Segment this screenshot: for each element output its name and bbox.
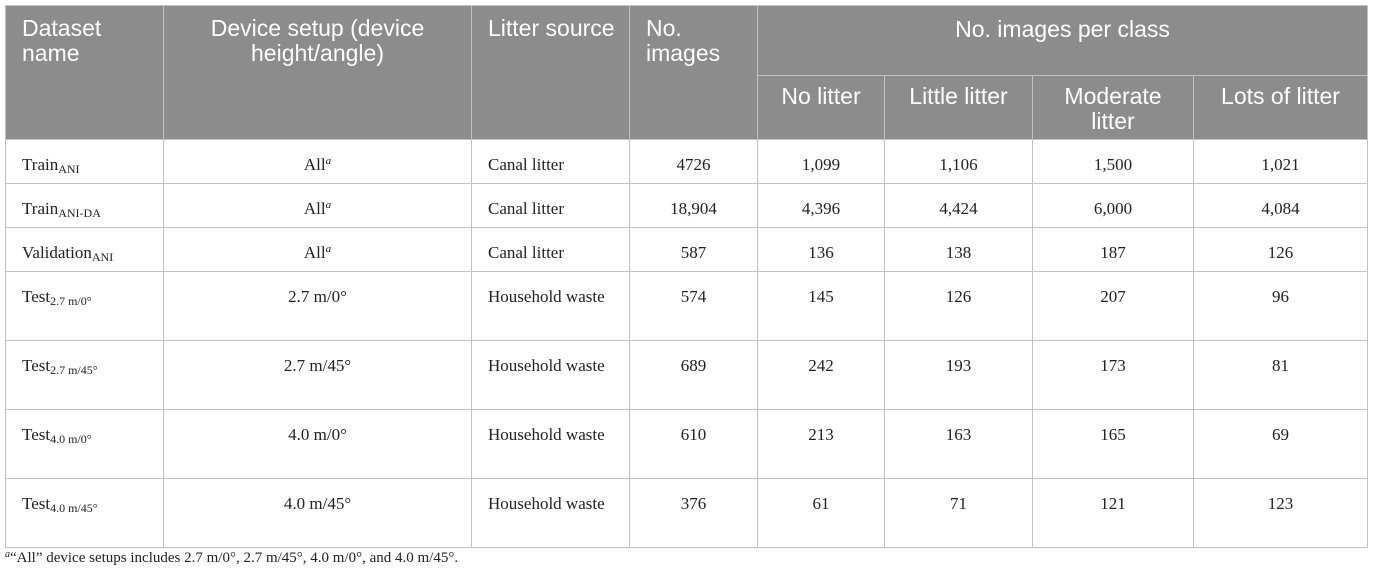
little-litter-cell: 126 [885, 272, 1033, 341]
device-setup-cell: 4.0 m/0° [164, 410, 472, 479]
little-litter-cell: 71 [885, 479, 1033, 548]
dataset-name-cell: Test$_{4.0 m/0^\circ}$ [6, 410, 164, 479]
no-litter-cell: 145 [758, 272, 885, 341]
no-images-cell: 18,904 [630, 184, 758, 228]
header-litter-source: Litter source [472, 6, 630, 140]
litter-source-cell: Canal litter [472, 184, 630, 228]
table-row [6, 184, 1368, 228]
dataset-name-cell: Train$_{ANI-DA}$ [6, 184, 164, 228]
no-litter-cell: 61 [758, 479, 885, 548]
litter-source-cell: Household waste [472, 410, 630, 479]
litter-source-cell: Canal litter [472, 228, 630, 272]
header-no-litter: No litter [758, 76, 885, 140]
table-row [6, 410, 1368, 479]
header-lots-of-litter: Lots of litter [1194, 76, 1368, 140]
no-images-cell: 376 [630, 479, 758, 548]
no-litter-cell: 1,099 [758, 140, 885, 184]
litter-source-cell: Canal litter [472, 140, 630, 184]
little-litter-cell: 193 [885, 341, 1033, 410]
header-little-litter: Little litter [885, 76, 1033, 140]
moderate-litter-cell: 187 [1033, 228, 1194, 272]
table-row [6, 272, 1368, 341]
litter-source-cell: Household waste [472, 341, 630, 410]
dataset-name-cell: Test$_{4.0 m/45^\circ}$ [6, 479, 164, 548]
header-device-setup: Device setup (device height/angle) [164, 6, 472, 140]
dataset-name-cell: Test$_{2.7 m/0^\circ}$ [6, 272, 164, 341]
little-litter-cell: 4,424 [885, 184, 1033, 228]
lots-of-litter-cell: 1,021 [1194, 140, 1368, 184]
moderate-litter-cell: 6,000 [1033, 184, 1194, 228]
header-moderate-litter: Moderate litter [1033, 76, 1194, 140]
moderate-litter-cell: 165 [1033, 410, 1194, 479]
lots-of-litter-cell: 81 [1194, 341, 1368, 410]
lots-of-litter-cell: 126 [1194, 228, 1368, 272]
dataset-name-cell: Train$_{ANI}$ [6, 140, 164, 184]
device-setup-cell: 4.0 m/45° [164, 479, 472, 548]
no-images-cell: 4726 [630, 140, 758, 184]
no-litter-cell: 242 [758, 341, 885, 410]
no-litter-cell: 136 [758, 228, 885, 272]
table-row [6, 341, 1368, 410]
header-images-per-class: No. images per class [758, 6, 1368, 76]
no-images-cell: 587 [630, 228, 758, 272]
device-setup-cell: All$^a$ [164, 140, 472, 184]
no-images-cell: 610 [630, 410, 758, 479]
footnote-marker: a [5, 549, 10, 560]
little-litter-cell: 1,106 [885, 140, 1033, 184]
moderate-litter-cell: 173 [1033, 341, 1194, 410]
table-row [6, 479, 1368, 548]
lots-of-litter-cell: 96 [1194, 272, 1368, 341]
moderate-litter-cell: 207 [1033, 272, 1194, 341]
device-setup-cell: 2.7 m/0° [164, 272, 472, 341]
header-no-images: No. images [630, 6, 758, 140]
device-setup-cell: All$^a$ [164, 184, 472, 228]
lots-of-litter-cell: 69 [1194, 410, 1368, 479]
no-images-cell: 574 [630, 272, 758, 341]
little-litter-cell: 163 [885, 410, 1033, 479]
table-footnote [5, 550, 458, 567]
table-row [6, 228, 1368, 272]
device-setup-cell: 2.7 m/45° [164, 341, 472, 410]
litter-source-cell: Household waste [472, 479, 630, 548]
litter-source-cell: Household waste [472, 272, 630, 341]
device-setup-cell: All$^a$ [164, 228, 472, 272]
footnote-text: “All” device setups includes 2.7 m/0°, 2.7 m/45°, 4.0 m/0°, and 4.0 m/45°. [10, 550, 459, 566]
lots-of-litter-cell: 4,084 [1194, 184, 1368, 228]
header-dataset-name: Dataset name [6, 6, 164, 140]
dataset-table [5, 5, 1368, 548]
no-images-cell: 689 [630, 341, 758, 410]
dataset-name-cell: Test$_{2.7 m/45^\circ}$ [6, 341, 164, 410]
dataset-name-cell: Validation$_{ANI}$ [6, 228, 164, 272]
no-litter-cell: 213 [758, 410, 885, 479]
table-row [6, 140, 1368, 184]
moderate-litter-cell: 1,500 [1033, 140, 1194, 184]
lots-of-litter-cell: 123 [1194, 479, 1368, 548]
little-litter-cell: 138 [885, 228, 1033, 272]
moderate-litter-cell: 121 [1033, 479, 1194, 548]
no-litter-cell: 4,396 [758, 184, 885, 228]
